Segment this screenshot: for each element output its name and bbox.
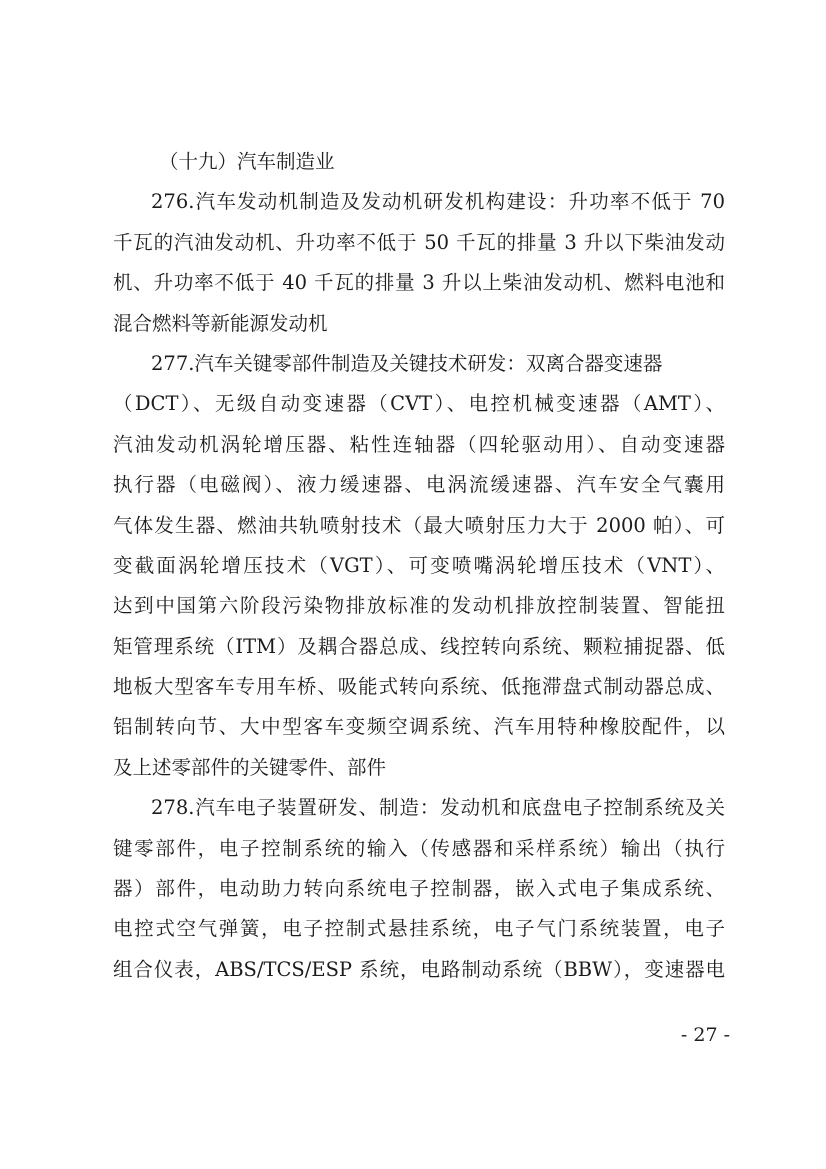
item-278-line-1: 278.汽车电子装置研发、制造：发动机和底盘电子控制系统及关: [151, 796, 725, 820]
item-277-line-5: 气体发生器、燃油共轨喷射技术（最大喷射压力大于 2000 帕）、可: [113, 513, 725, 537]
item-278-line-5: 组合仪表，ABS/TCS/ESP 系统，电路制动系统（BBW），变速器电: [113, 957, 725, 981]
item-276-line-4: 混合燃料等新能源发动机: [113, 311, 328, 335]
item-276-line-3: 机、升功率不低于 40 千瓦的排量 3 升以上柴油发动机、燃料电池和: [113, 271, 725, 295]
item-277: [113, 344, 725, 788]
item-277-line-4: 执行器（电磁阀）、液力缓速器、电涡流缓速器、汽车安全气囊用: [113, 473, 725, 497]
item-277-line-9: 地板大型客车专用车桥、吸能式转向系统、低拖滞盘式制动器总成、: [113, 675, 725, 699]
item-277-line-3: 汽油发动机涡轮增压器、粘性连轴器（四轮驱动用）、自动变速器: [113, 432, 725, 456]
item-278-line-2: 键零部件，电子控制系统的输入（传感器和采样系统）输出（执行: [113, 836, 725, 860]
item-277-line-1: 277.汽车关键零部件制造及关键技术研发：双离合器变速器: [151, 351, 663, 375]
item-277-line-2: （DCT）、无级自动变速器（CVT）、电控机械变速器（AMT）、: [113, 392, 725, 416]
item-278-line-3: 器）部件，电动助力转向系统电子控制器，嵌入式电子集成系统、: [113, 877, 725, 901]
item-277-line-8: 矩管理系统（ITM）及耦合器总成、线控转向系统、颗粒捕捉器、低: [113, 634, 725, 658]
item-276-line-2: 千瓦的汽油发动机、升功率不低于 50 千瓦的排量 3 升以下柴油发动: [113, 230, 725, 254]
item-278-line-4: 电控式空气弹簧，电子控制式悬挂系统，电子气门系统装置，电子: [113, 917, 725, 941]
item-278: [113, 788, 725, 990]
item-277-line-11: 及上述零部件的关键零件、部件: [113, 755, 387, 779]
item-276: [113, 182, 725, 344]
item-277-line-10: 铝制转向节、大中型客车变频空调系统、汽车用特种橡胶配件，以: [113, 715, 725, 739]
page-number: - 27 -: [680, 1024, 730, 1046]
body-text: [113, 142, 725, 990]
item-277-line-7: 达到中国第六阶段污染物排放标准的发动机排放控制装置、智能扭: [113, 594, 725, 618]
section-heading: （十九）汽车制造业: [159, 150, 335, 173]
item-276-line-1: 276.汽车发动机制造及发动机研发机构建设：升功率不低于 70: [151, 190, 725, 214]
item-277-line-6: 变截面涡轮增压技术（VGT）、可变喷嘴涡轮增压技术（VNT）、: [113, 553, 725, 577]
